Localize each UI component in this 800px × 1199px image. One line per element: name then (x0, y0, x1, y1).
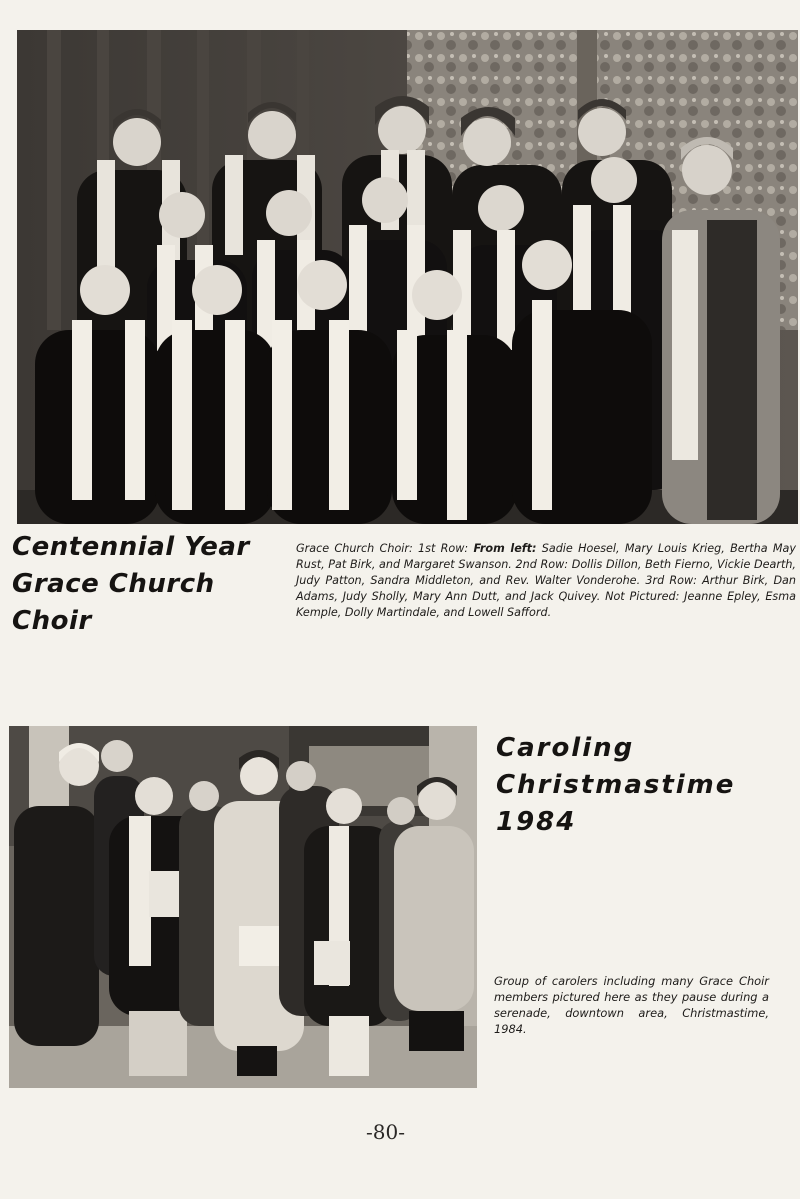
caroling-caption: Group of carolers including many Grace Choir members pictured here as they pause during a serenade, downtown area, Christmastime, 1984. (494, 974, 769, 1036)
choir-heading-line-2: Grace Church (12, 569, 215, 599)
choir-caption-bold: From left: (473, 542, 537, 555)
choir-caption (296, 541, 796, 621)
caroling-heading-line-1: Caroling (496, 733, 635, 763)
caroling-heading-line-2: Christmastime (496, 770, 736, 800)
caroling-photograph (9, 726, 477, 1088)
choir-photograph (17, 30, 798, 524)
caroling-heading (496, 730, 735, 841)
choir-photo-image (17, 30, 798, 524)
choir-heading-line-1: Centennial Year (12, 532, 250, 562)
page-number: -80- (366, 1120, 405, 1144)
choir-caption-lead: Grace Church Choir: 1st Row: (296, 542, 474, 555)
caroling-photo-image (9, 726, 477, 1088)
choir-heading-line-3: Choir (12, 606, 92, 636)
choir-heading (12, 529, 250, 640)
caroling-heading-line-3: 1984 (496, 807, 577, 837)
choir-caption-rest: Sadie Hoesel, Mary Louis Krieg, Bertha May Rust, Pat Birk, and Margaret Swanson. 2nd Row: Dollis Dillon, Beth Fierno, Vickie Dearth, Judy Patton, Sandra Middleton, and Rev. Walter Vonderohe. 3rd Row: Arthur Birk, Dan Adams, Judy Sholly, Mary Ann Dutt, and Jack Quivey. Not Pictured: Jeanne Epley, Esma Kemple, Dolly Martindale, and Lowell Safford. (296, 542, 796, 619)
